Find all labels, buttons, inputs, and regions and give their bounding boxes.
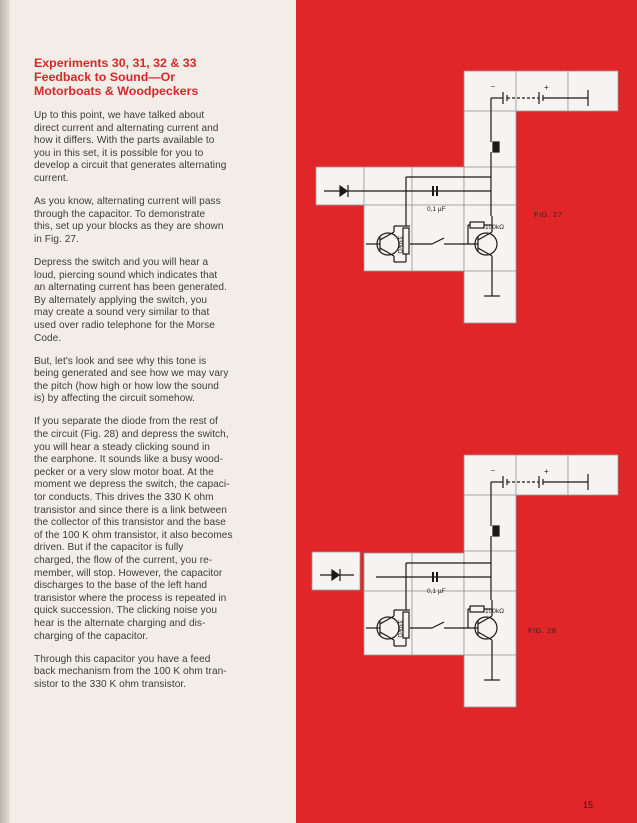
text-line: in Fig. 27.	[34, 233, 79, 245]
battery-minus-label: –	[491, 83, 495, 90]
text-line: tor conducts. This drives the 330 K ohm	[34, 492, 214, 504]
text-line: the earphone. It sounds like a busy wood-	[34, 454, 223, 466]
resistor-left-label: 330kΩ	[396, 236, 402, 254]
paragraph	[34, 257, 262, 345]
text-line: Code.	[34, 332, 62, 344]
capacitor-label: 0,1 µF	[427, 206, 446, 213]
text-line: pecker or a very slow motor boat. At the	[34, 466, 214, 478]
resistor-right-label: 100kΩ	[485, 608, 504, 615]
block-ground	[464, 655, 516, 707]
page-title	[34, 56, 262, 98]
text-line: the circuit (Fig. 28) and depress the switch,	[34, 429, 229, 441]
resistor-left-label: 330kΩ	[396, 620, 402, 638]
text-line: member, will stop. However, the capacitor	[34, 567, 223, 579]
page-number: 15	[583, 800, 594, 810]
block-earphone	[464, 111, 516, 167]
text-line: If you separate the diode from the rest of	[34, 416, 218, 428]
text-line: driven. But if the capacitor is fully	[34, 542, 184, 554]
text-line: hear is the alternate charging and dis-	[34, 617, 206, 629]
battery-minus-label: –	[491, 467, 495, 474]
text-line: used over radio telephone for the Morse	[34, 319, 215, 331]
block-wire-left	[364, 167, 412, 205]
block-battery-middle	[516, 71, 568, 111]
page-spine-shadow	[0, 0, 10, 823]
figure-28-label: FIG. 28	[528, 626, 557, 635]
text-line: sistor to the 330 K ohm transistor.	[34, 678, 187, 690]
block-transistor-right	[464, 205, 516, 271]
text-line: quick succession. The clicking noise you	[34, 605, 218, 617]
text-line: of the 100 K ohm transistor, it also becomes	[34, 529, 233, 541]
text-line: charged, the flow of the current, you re-	[34, 555, 213, 566]
text-line: By alternately applying the switch, you	[34, 294, 208, 306]
figure-28-circuit-diagram	[296, 450, 637, 712]
block-battery-right	[568, 71, 618, 111]
battery-plus-label: +	[544, 83, 549, 92]
text-line: how it differs. With the parts available to	[34, 135, 215, 147]
text-line: loud, piercing sound which indicates that	[34, 269, 218, 281]
block-switch	[412, 205, 464, 271]
block-battery-right	[568, 455, 618, 495]
text-line: Depress the switch and you will hear a	[34, 256, 209, 268]
battery-plus-label: +	[544, 467, 549, 476]
text-line: transistor where the process is repeated in	[34, 592, 227, 604]
block-wire-right	[464, 167, 516, 205]
text-line: transistor and since there is a link between	[34, 504, 227, 516]
paragraph	[34, 110, 262, 186]
text-line: this, set up your blocks as they are shown	[34, 221, 224, 233]
paragraph	[34, 654, 262, 692]
text-line: through the capacitor. To demonstrate	[34, 208, 206, 220]
figure-panel	[296, 0, 637, 823]
text-line: you will hear a steady clicking sound in	[34, 441, 210, 453]
block-battery-left	[464, 71, 516, 111]
paragraph	[34, 356, 262, 406]
text-line: the pitch (how high or how low the sound	[34, 380, 219, 392]
block-switch	[412, 591, 464, 655]
block-diode-separated	[312, 552, 360, 590]
title-line-3: Motorboats & Woodpeckers	[34, 84, 199, 98]
block-wire-right	[464, 551, 516, 591]
text-line: current.	[34, 172, 69, 184]
text-line: develop a circuit that generates alternating	[34, 160, 227, 172]
text-line: charging of the capacitor.	[34, 630, 149, 642]
block-battery-left	[464, 455, 516, 495]
figure-27-circuit-diagram	[296, 66, 637, 328]
text-line: you in this set, it is possible for you to	[34, 147, 204, 159]
paragraph	[34, 196, 262, 246]
text-line: being generated and see how we may vary	[34, 368, 229, 380]
text-line: direct current and alternating current and	[34, 122, 219, 134]
figure-27-label: FIG. 27	[534, 210, 563, 219]
text-line: an alternating current has been generated.	[34, 282, 227, 294]
text-line: moment we depress the switch, the capaci-	[34, 479, 230, 491]
text-line: Up to this point, we have talked about	[34, 110, 205, 121]
text-line: But, let's look and see why this tone is	[34, 355, 207, 367]
capacitor-label: 0,1 µF	[427, 588, 446, 595]
block-earphone	[464, 495, 516, 551]
text-line: discharges to the base of the left hand	[34, 580, 208, 592]
resistor-right-label: 100kΩ	[485, 224, 504, 231]
title-line-1: Experiments 30, 31, 32 & 33	[34, 56, 197, 70]
paragraph	[34, 416, 262, 643]
text-line: the collector of this transistor and the base	[34, 517, 226, 529]
text-line: is) by affecting the circuit somehow.	[34, 393, 195, 405]
text-line: Through this capacitor you have a feed	[34, 653, 211, 665]
block-ground	[464, 271, 516, 323]
body-text	[34, 110, 262, 691]
text-line: As you know, alternating current will pass	[34, 196, 221, 208]
block-wire-left	[364, 553, 412, 591]
text-line: may create a sound very similar to that	[34, 307, 210, 319]
title-line-2: Feedback to Sound—Or	[34, 70, 176, 84]
text-column	[34, 56, 262, 702]
text-line: back mechanism from the 100 K ohm tran-	[34, 666, 227, 678]
block-transistor-right	[464, 591, 516, 655]
block-battery-middle	[516, 455, 568, 495]
